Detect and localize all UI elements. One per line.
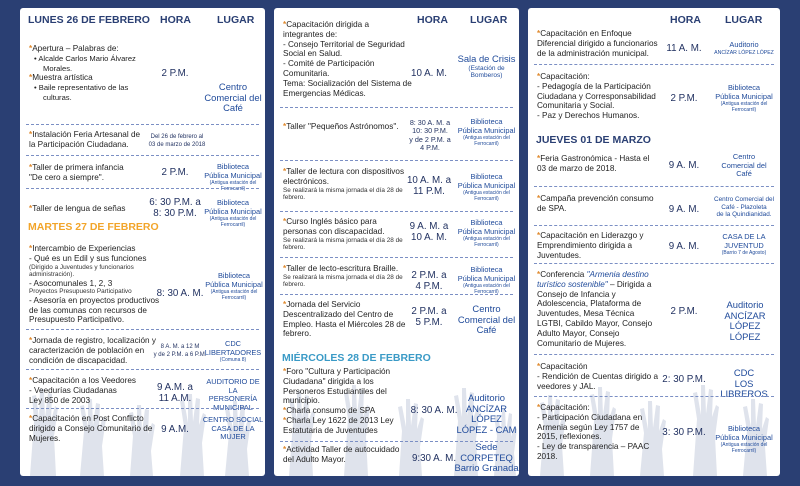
dashed-divider — [280, 294, 513, 295]
event-time: 6: 30 P.M. a 8: 30 P.M. — [149, 197, 201, 219]
event-place: CDC LOS LIBREROS — [720, 367, 768, 399]
event-time: 3: 30 P.M. — [662, 427, 706, 438]
dashed-divider — [534, 263, 774, 264]
event-place: Biblioteca Pública Municipal (Antigua estación del Ferrocarril) — [715, 424, 773, 455]
event-description: *Jornada del Servicio Descentralizado del Centro de Empleo. Hasta el Miércoles 28 de febrero. — [283, 300, 406, 339]
event-place: Biblioteca Pública Municipal (Antigua estación del Ferrocarril) — [457, 117, 516, 148]
dashed-divider — [534, 64, 774, 65]
lugar-heading: LUGAR — [470, 14, 508, 26]
event-description: *Capacitación: - Participación Ciudadana en Armenia según Ley 1757 de 2015, reflexiones. - Ley de transparencia – PAAC 2018. — [537, 403, 650, 461]
event-description: *Jornada de registro, localización y caracterización de población en condición de discapacidad. — [29, 336, 156, 365]
event-time: 2 P.M. a 4 P.M. — [411, 270, 447, 292]
event-time: 9:30 A. M. — [411, 453, 457, 464]
event-place: CASA DE LA JUVENTUD (Barrio 7 de Agosto) — [721, 232, 767, 257]
event-place: Auditorio ANCÍZAR LÓPEZ LÓPEZ — [724, 299, 766, 342]
event-description: *Conferencia "Armenia destino turístico sostenible" – Dirigida a Consejo de Infancia y Adolescencia, Plataforma de Juventudes, Mesa Técnica LGTBI, Cabildo Mayor, Consejo Adulto Mayor, Consejo Comunitario de Mujeres. — [537, 270, 653, 348]
event-description: *Curso Inglés básico para personas con discapacidad. Se realizará la misma jornada el día 28 de febrero. — [283, 217, 403, 252]
event-place: Biblioteca Pública Municipal (Antigua estación del Ferrocarril) — [457, 265, 516, 296]
event-place: Centro Comercial del Café - Plazoleta de la Quindianidad. — [713, 196, 775, 219]
event-time: 2 P.M. — [161, 68, 189, 79]
event-time: 2 P.M. — [670, 93, 698, 104]
event-description: *Capacitación a los Veedores - Veedurías Ciudadanas Ley 850 de 2003 — [29, 376, 136, 405]
event-description: *Taller "Pequeños Astrónomos". — [283, 122, 399, 131]
event-time: 8: 30 A. M. — [410, 405, 458, 416]
event-description: *Capacitación en Post Conflicto dirigido a Consejo Comunitario de Mujeres. — [29, 414, 153, 443]
event-time: 8 A. M. a 12 M y de 2 P.M. a 6 P.M. — [153, 344, 207, 358]
event-place: Biblioteca Pública Municipal (Antigua estación del Ferrocarril) — [204, 198, 262, 229]
event-description: *Actividad Taller de autocuidado del Adulto Mayor. — [283, 445, 400, 464]
event-place: Biblioteca Pública Municipal (Antigua estación del Ferrocarril) — [715, 83, 773, 114]
day-heading-wednesday: MIÉRCOLES 28 DE FEBRERO — [282, 352, 431, 364]
dashed-divider — [534, 186, 774, 187]
schedule-panel-tuesday-wednesday — [274, 8, 519, 476]
dashed-divider — [26, 155, 259, 156]
day-heading-thursday: JUEVES 01 DE MARZO — [536, 134, 651, 146]
event-time: Del 26 de febrero al 03 de marzo de 2018 — [148, 134, 206, 148]
event-place: Biblioteca Pública Municipal (Antigua estación del Ferrocarril) — [457, 218, 516, 249]
dashed-divider — [26, 329, 259, 330]
event-place: Centro Comercial del Café — [721, 152, 767, 179]
dashed-divider — [26, 369, 259, 370]
event-time: 9 A. M. a 10 A. M. — [409, 221, 449, 243]
event-time: 8: 30 A. M. — [156, 288, 204, 299]
hora-heading: HORA — [417, 14, 448, 26]
day-heading: LUNES 26 DE FEBRERO — [28, 14, 150, 26]
event-time: 2 P.M. a 5 P.M. — [411, 306, 447, 328]
event-time: 2 P.M. — [670, 306, 698, 317]
event-description: *Feria Gastronómica - Hasta el 03 de marzo de 2018. — [537, 154, 650, 173]
event-description: *Apertura – Palabras de: • Alcalde Carlos Mario Álvarez Morales. *Muestra artística • Baile representativo de las culturas. — [29, 44, 136, 102]
dashed-divider — [26, 124, 259, 125]
dashed-divider — [280, 257, 513, 258]
event-time: 2 P.M. — [161, 167, 189, 178]
event-time: 9 A. M. — [668, 160, 700, 171]
event-time: 9 A. M. — [668, 204, 700, 215]
event-description: *Campaña prevención consumo de SPA. — [537, 194, 654, 213]
event-description: *Capacitación dirigida a integrantes de: - Consejo Territorial de Seguridad Social en Salud. - Comité de Participación Comunitaria. Tema: Socialización del Sistema de Emergencias Médicas. — [283, 20, 412, 98]
event-place: Auditorio ANCÍZAR LÓPEZ LÓPEZ - CAM — [456, 392, 517, 435]
event-place: Sala de Crisis (Estación de Bomberos) — [457, 53, 516, 79]
dashed-divider — [280, 211, 513, 212]
event-description: *Taller de primera infancia "De cero a siempre". — [29, 163, 124, 182]
event-description: *Capacitación en Liderazgo y Emprendimiento dirigida a Juventudes. — [537, 231, 644, 260]
event-description: *Capacitación en Enfoque Diferencial dirigido a funcionarios de la administración municipal. — [537, 29, 658, 58]
day-heading-tuesday: MARTES 27 DE FEBRERO — [28, 221, 159, 233]
event-place: AUDITORIO DE LA PERSONERÍA MUNICIPAL — [206, 377, 260, 412]
event-place: Auditorio ANCÍZAR LÓPEZ LÓPEZ — [714, 40, 774, 56]
event-place: Biblioteca Pública Municipal (Antigua estación del Ferrocarril) — [457, 172, 516, 203]
lugar-heading: LUGAR — [725, 14, 763, 26]
event-description: *Intercambio de Experiencias - Qué es un Edil y sus funciones (Dirigido a Juventudes y funcionarios administración). - Asocomunales 1, 2, 3 Proyectos Presupuesto Participativo - Asesoría en proyectos productivos de las comunas con recursos de Presupuesto Participativo. — [29, 244, 160, 325]
dashed-divider — [280, 160, 513, 161]
event-description: *Instalación Feria Artesanal de la Participación Ciudadana. — [29, 130, 141, 149]
dashed-divider — [534, 354, 774, 355]
event-time: 9 A.M. a 11 A.M. — [157, 382, 193, 404]
event-description: *Foro "Cultura y Participación Ciudadana" dirigida a los Personeros Estudiantiles del municipio. *Charla consumo de SPA *Charla Ley 1622 de 2013 Ley Estatutaria de Juventudes — [283, 367, 394, 435]
column-header — [528, 14, 780, 30]
event-place: CENTRO SOCIAL CASA DE LA MUJER — [202, 415, 264, 442]
event-time: 10 A. M. — [411, 68, 447, 79]
event-time: 9 A.M. — [161, 424, 189, 435]
dashed-divider — [280, 107, 513, 108]
event-place: CDC LIBERTADORES (Comuna 8) — [204, 339, 262, 364]
event-time: 8: 30 A. M. a 10: 30 P.M. y de 2 P.M. a 4 P.M. — [409, 118, 451, 153]
event-description: *Taller de lengua de señas — [29, 204, 126, 213]
dashed-divider — [534, 396, 774, 397]
event-place: Biblioteca Pública Municipal (Antigua estación del Ferrocarril) — [205, 271, 263, 302]
event-place: Centro Comercial del Café — [457, 303, 516, 335]
event-description: *Capacitación - Rendición de Cuentas dirigido a veedores y JAL. — [537, 362, 659, 391]
schedule-panel-monday-tuesday — [20, 8, 265, 476]
event-description: *Taller de lectura con dispositivos electrónicos. Se realizará la misma jornada el día 28 de febrero. — [283, 167, 405, 202]
lugar-heading: LUGAR — [217, 14, 255, 26]
event-place: Centro Comercial del Café — [204, 81, 262, 113]
event-description: *Capacitación: - Pedagogía de la Participación Ciudadana y Corresponsabilidad Comunitaria y Social. - Paz y Derechos Humanos. — [537, 72, 656, 121]
event-place: Biblioteca Pública Municipal (Antigua estación del Ferrocarril) — [204, 162, 262, 193]
column-header — [20, 14, 265, 30]
dashed-divider — [26, 188, 259, 189]
hora-heading: HORA — [670, 14, 701, 26]
schedule-panel-wednesday-thursday — [528, 8, 780, 476]
event-time: 9 A. M. — [668, 241, 700, 252]
dashed-divider — [534, 225, 774, 226]
hora-heading: HORA — [160, 14, 191, 26]
event-place: Sede CORPETEQ Barrio Granada — [454, 441, 519, 473]
dashed-divider — [26, 408, 259, 409]
event-time: 2: 30 P.M. — [662, 374, 706, 385]
event-description: *Taller de lecto-escritura Braille. Se realizará la misma jornada el día 28 de febrero. — [283, 264, 403, 289]
event-time: 10 A. M. a 11 P.M. — [406, 175, 452, 197]
event-time: 11 A. M. — [666, 43, 702, 54]
